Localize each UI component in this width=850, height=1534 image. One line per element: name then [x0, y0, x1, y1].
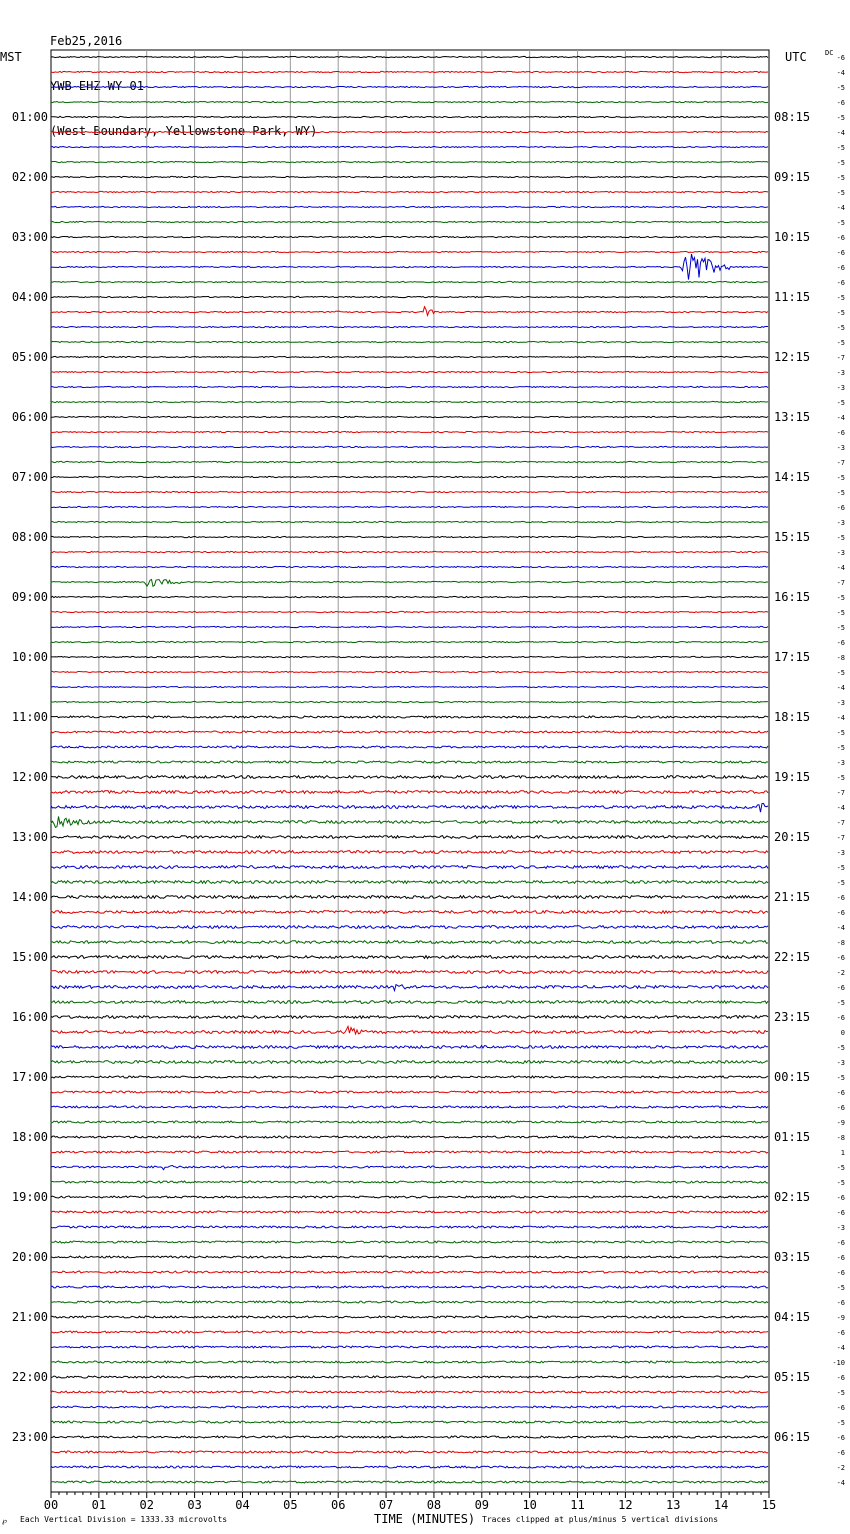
trace-74	[51, 1166, 768, 1170]
trace-81	[51, 1271, 768, 1273]
dc-offset: -3	[836, 384, 845, 392]
x-tick-label: 06	[330, 1498, 346, 1512]
dc-offset: -9	[836, 1119, 845, 1127]
trace-53	[51, 851, 768, 854]
dc-offset: -6	[836, 1449, 845, 1457]
trace-5	[51, 131, 768, 132]
right-hour-label: 03:15	[774, 1250, 811, 1264]
right-hour-label: 14:15	[774, 470, 811, 484]
trace-39	[51, 641, 768, 642]
left-hour-label: 17:00	[11, 1070, 48, 1084]
right-hour-label: 12:15	[774, 350, 811, 364]
trace-26	[51, 446, 768, 447]
trace-17	[51, 307, 768, 316]
x-tick-label: 10	[522, 1498, 537, 1512]
dc-offset: -5	[836, 864, 845, 872]
trace-89	[51, 1391, 768, 1393]
dc-offset: -6	[836, 1089, 845, 1097]
trace-73	[51, 1151, 768, 1153]
trace-56	[51, 896, 768, 899]
dc-offset: -6	[836, 1254, 845, 1262]
x-tick-label: 13	[666, 1498, 681, 1512]
dc-offset: -5	[836, 1179, 845, 1187]
trace-83	[51, 1301, 768, 1303]
dc-offset: -5	[836, 294, 845, 302]
trace-6	[51, 146, 768, 147]
dc-offset: -8	[836, 1134, 845, 1142]
trace-79	[51, 1241, 768, 1243]
dc-offset: -3	[836, 369, 845, 377]
trace-91	[51, 1421, 768, 1423]
dc-offset: -5	[836, 1389, 845, 1397]
x-tick-label: 07	[378, 1498, 394, 1512]
dc-offset: -4	[836, 714, 845, 722]
dc-offset: -5	[836, 729, 845, 737]
dc-offset: -5	[836, 309, 845, 317]
dc-offset: -3	[836, 519, 845, 527]
right-hour-label: 06:15	[774, 1430, 811, 1444]
trace-92	[51, 1436, 768, 1438]
dc-offset: -3	[836, 699, 845, 707]
left-timezone-label: MST	[0, 50, 22, 64]
trace-46	[51, 746, 768, 748]
dc-offset: -6	[836, 279, 845, 287]
trace-4	[51, 116, 768, 117]
left-hour-label: 12:00	[11, 770, 48, 784]
dc-offset: -4	[836, 414, 845, 422]
left-hour-label: 08:00	[11, 530, 48, 544]
trace-7	[51, 161, 768, 162]
dc-offset: -6	[836, 1239, 845, 1247]
dc-offset: -7	[836, 834, 845, 842]
left-hour-label: 20:00	[11, 1250, 48, 1264]
x-tick-label: 09	[474, 1498, 490, 1512]
dc-offset: -6	[836, 1269, 845, 1277]
dc-offset: -5	[836, 1419, 845, 1427]
dc-offset: -3	[836, 759, 845, 767]
x-tick-label: 15	[761, 1498, 777, 1512]
trace-34	[51, 566, 768, 567]
dc-offset: -4	[836, 1344, 845, 1352]
x-tick-label: 04	[235, 1498, 250, 1512]
dc-offset: -4	[836, 1479, 845, 1487]
trace-80	[51, 1256, 768, 1258]
x-tick-label: 08	[426, 1498, 442, 1512]
trace-76	[51, 1196, 768, 1198]
dc-offset: -5	[836, 1284, 845, 1292]
dc-offset: -5	[836, 399, 845, 407]
trace-48	[51, 776, 768, 779]
date-label: Feb25,2016	[50, 34, 123, 48]
trace-19	[51, 341, 768, 342]
trace-94	[51, 1466, 768, 1468]
trace-42	[51, 686, 768, 687]
dc-offset: -6	[836, 264, 845, 272]
dc-offset: -6	[836, 234, 845, 242]
left-hour-label: 15:00	[11, 950, 48, 964]
dc-offset: -6	[836, 1209, 845, 1217]
x-tick-label: 12	[618, 1498, 633, 1512]
trace-22	[51, 386, 768, 387]
x-tick-label: 05	[283, 1498, 298, 1512]
trace-41	[51, 671, 768, 672]
right-hour-label: 15:15	[774, 530, 811, 544]
right-hour-label: 23:15	[774, 1010, 811, 1024]
dc-offset: -5	[836, 474, 845, 482]
dc-offset: -10	[832, 1359, 845, 1367]
right-hour-label: 01:15	[774, 1130, 811, 1144]
dc-offset: -6	[836, 1374, 845, 1382]
trace-60	[51, 956, 768, 959]
trace-75	[51, 1181, 768, 1183]
trace-31	[51, 521, 768, 522]
trace-78	[51, 1226, 768, 1228]
trace-50	[51, 803, 768, 812]
trace-32	[51, 536, 768, 537]
dc-offset: -3	[836, 849, 845, 857]
left-hour-label: 22:00	[11, 1370, 48, 1384]
dc-offset: -5	[836, 84, 845, 92]
left-hour-label: 23:00	[11, 1430, 48, 1444]
dc-offset: -5	[836, 324, 845, 332]
trace-68	[51, 1076, 768, 1078]
right-hour-label: 10:15	[774, 230, 811, 244]
right-hour-label: 22:15	[774, 950, 811, 964]
dc-offset: -8	[836, 654, 845, 662]
scale-note: Each Vertical Division = 1333.33 microvolts	[20, 1515, 228, 1524]
left-hour-label: 03:00	[11, 230, 48, 244]
right-hour-label: 13:15	[774, 410, 811, 424]
left-hour-label: 06:00	[11, 410, 48, 424]
trace-12	[51, 236, 768, 237]
dc-offset: -5	[836, 609, 845, 617]
dc-offset-header: DC	[825, 49, 834, 57]
dc-offset: -6	[836, 1329, 845, 1337]
right-hour-label: 04:15	[774, 1310, 811, 1324]
dc-offset: -7	[836, 789, 845, 797]
dc-offset: -5	[836, 144, 845, 152]
trace-47	[51, 761, 768, 763]
trace-86	[51, 1346, 768, 1348]
trace-33	[51, 551, 768, 552]
dc-offset: -8	[836, 939, 845, 947]
trace-24	[51, 416, 768, 417]
trace-16	[51, 296, 768, 297]
trace-87	[51, 1361, 768, 1363]
left-hour-label: 02:00	[11, 170, 48, 184]
logo-mark: ℘	[2, 1517, 7, 1525]
dc-offset: -5	[836, 114, 845, 122]
dc-offset: -5	[836, 669, 845, 677]
trace-93	[51, 1451, 768, 1453]
dc-offset: -5	[836, 999, 845, 1007]
x-axis-title: TIME (MINUTES)	[374, 1512, 476, 1526]
right-hour-label: 05:15	[774, 1370, 811, 1384]
right-hour-label: 02:15	[774, 1190, 811, 1204]
trace-71	[51, 1121, 768, 1123]
trace-15	[51, 281, 768, 282]
dc-offset: -2	[836, 969, 845, 977]
dc-offset: -6	[836, 1104, 845, 1112]
dc-offset: -5	[836, 189, 845, 197]
trace-28	[51, 476, 768, 477]
dc-offset: -3	[836, 444, 845, 452]
trace-43	[51, 701, 768, 702]
dc-offset: -6	[836, 249, 845, 257]
dc-offset: -5	[836, 489, 845, 497]
clip-note: Traces clipped at plus/minus 5 vertical divisions	[482, 1515, 719, 1524]
dc-offset: -2	[836, 1464, 845, 1472]
trace-25	[51, 431, 768, 432]
right-hour-label: 21:15	[774, 890, 811, 904]
left-hour-label: 05:00	[11, 350, 48, 364]
right-hour-label: 19:15	[774, 770, 811, 784]
trace-82	[51, 1286, 768, 1288]
dc-offset: -4	[836, 204, 845, 212]
station-label: YWB EHZ WY 01	[50, 79, 144, 93]
trace-9	[51, 191, 768, 192]
left-hour-label: 07:00	[11, 470, 48, 484]
trace-40	[51, 656, 768, 657]
left-hour-label: 19:00	[11, 1190, 48, 1204]
trace-30	[51, 506, 768, 507]
dc-offset: -6	[836, 639, 845, 647]
dc-offset: -4	[836, 924, 845, 932]
trace-51	[51, 817, 768, 828]
dc-offset: -5	[836, 219, 845, 227]
trace-38	[51, 626, 768, 627]
trace-70	[51, 1106, 768, 1108]
dc-offset: -4	[836, 564, 845, 572]
left-hour-label: 04:00	[11, 290, 48, 304]
dc-offset: -6	[836, 954, 845, 962]
right-hour-label: 09:15	[774, 170, 811, 184]
trace-66	[51, 1046, 768, 1049]
left-hour-label: 18:00	[11, 1130, 48, 1144]
trace-45	[51, 731, 768, 733]
trace-20	[51, 356, 768, 357]
dc-offset: 1	[840, 1149, 845, 1157]
dc-offset: -4	[836, 804, 845, 812]
trace-61	[51, 971, 768, 974]
dc-offset: -6	[836, 1299, 845, 1307]
x-tick-label: 14	[713, 1498, 729, 1512]
dc-offset: -6	[836, 984, 845, 992]
right-timezone-label: UTC	[785, 50, 807, 64]
dc-offset: 0	[840, 1029, 845, 1037]
dc-offset: -5	[836, 744, 845, 752]
dc-offset: -5	[836, 774, 845, 782]
dc-offset: -6	[836, 1014, 845, 1022]
trace-44	[51, 716, 768, 718]
dc-offset: -4	[836, 69, 845, 77]
trace-85	[51, 1331, 768, 1333]
trace-1	[51, 71, 768, 72]
dc-offset: -3	[836, 1059, 845, 1067]
dc-offset: -6	[836, 1194, 845, 1202]
x-tick-label: 00	[43, 1498, 59, 1512]
trace-52	[51, 836, 768, 839]
left-hour-label: 14:00	[11, 890, 48, 904]
dc-offset: -6	[836, 504, 845, 512]
left-hour-label: 16:00	[11, 1010, 48, 1024]
dc-offset: -3	[836, 549, 845, 557]
left-hour-label: 01:00	[11, 110, 48, 124]
dc-offset: -5	[836, 1164, 845, 1172]
trace-65	[51, 1026, 768, 1034]
right-hour-label: 17:15	[774, 650, 811, 664]
dc-offset: -6	[836, 1404, 845, 1412]
dc-offset: -6	[836, 99, 845, 107]
trace-18	[51, 326, 768, 327]
dc-offset: -6	[836, 1434, 845, 1442]
trace-36	[51, 596, 768, 597]
trace-27	[51, 461, 768, 462]
trace-14	[51, 254, 768, 280]
dc-offset: -6	[836, 909, 845, 917]
x-tick-label: 01	[91, 1498, 107, 1512]
trace-21	[51, 371, 768, 372]
trace-77	[51, 1211, 768, 1213]
dc-offset: -5	[836, 879, 845, 887]
dc-offset: -3	[836, 1224, 845, 1232]
left-hour-label: 13:00	[11, 830, 48, 844]
trace-84	[51, 1316, 768, 1318]
trace-57	[51, 911, 768, 914]
dc-offset: -4	[836, 129, 845, 137]
dc-offset: -5	[836, 624, 845, 632]
trace-90	[51, 1406, 768, 1408]
left-hour-label: 21:00	[11, 1310, 48, 1324]
trace-13	[51, 251, 768, 252]
trace-35	[51, 580, 768, 587]
trace-29	[51, 491, 768, 492]
trace-64	[51, 1016, 768, 1019]
trace-49	[51, 791, 768, 794]
left-hour-label: 10:00	[11, 650, 48, 664]
dc-offset: -4	[836, 684, 845, 692]
trace-69	[51, 1091, 768, 1093]
right-hour-label: 18:15	[774, 710, 811, 724]
trace-11	[51, 221, 768, 222]
right-hour-label: 16:15	[774, 590, 811, 604]
trace-10	[51, 206, 768, 207]
x-tick-label: 11	[570, 1498, 585, 1512]
trace-88	[51, 1376, 768, 1378]
dc-offset: -9	[836, 1314, 845, 1322]
trace-67	[51, 1061, 768, 1064]
dc-offset: -5	[836, 594, 845, 602]
dc-offset: -6	[836, 54, 845, 62]
trace-23	[51, 401, 768, 402]
dc-offset: -6	[836, 429, 845, 437]
dc-offset: -5	[836, 174, 845, 182]
dc-offset: -5	[836, 534, 845, 542]
x-tick-label: 03	[187, 1498, 202, 1512]
trace-37	[51, 611, 768, 612]
right-hour-label: 20:15	[774, 830, 811, 844]
dc-offset: -6	[836, 894, 845, 902]
dc-offset: -7	[836, 579, 845, 587]
x-tick-label: 02	[139, 1498, 154, 1512]
dc-offset: -7	[836, 459, 845, 467]
dc-offset: -5	[836, 339, 845, 347]
trace-62	[51, 985, 768, 991]
trace-72	[51, 1136, 768, 1138]
location-label: (West Boundary, Yellowstone Park, WY)	[50, 124, 318, 138]
trace-95	[51, 1481, 768, 1483]
trace-59	[51, 941, 768, 944]
left-hour-label: 11:00	[11, 710, 48, 724]
trace-8	[51, 176, 768, 177]
dc-offset: -5	[836, 1044, 845, 1052]
trace-3	[51, 101, 768, 102]
trace-0	[51, 56, 768, 57]
trace-2	[51, 86, 768, 87]
dc-offset: -5	[836, 159, 845, 167]
right-hour-label: 00:15	[774, 1070, 811, 1084]
dc-offset: -7	[836, 819, 845, 827]
trace-58	[51, 926, 768, 929]
dc-offset: -5	[836, 1074, 845, 1082]
right-hour-label: 11:15	[774, 290, 811, 304]
trace-63	[51, 1001, 768, 1004]
dc-offset: -7	[836, 354, 845, 362]
right-hour-label: 08:15	[774, 110, 811, 124]
trace-55	[51, 881, 768, 884]
trace-54	[51, 866, 768, 869]
left-hour-label: 09:00	[11, 590, 48, 604]
